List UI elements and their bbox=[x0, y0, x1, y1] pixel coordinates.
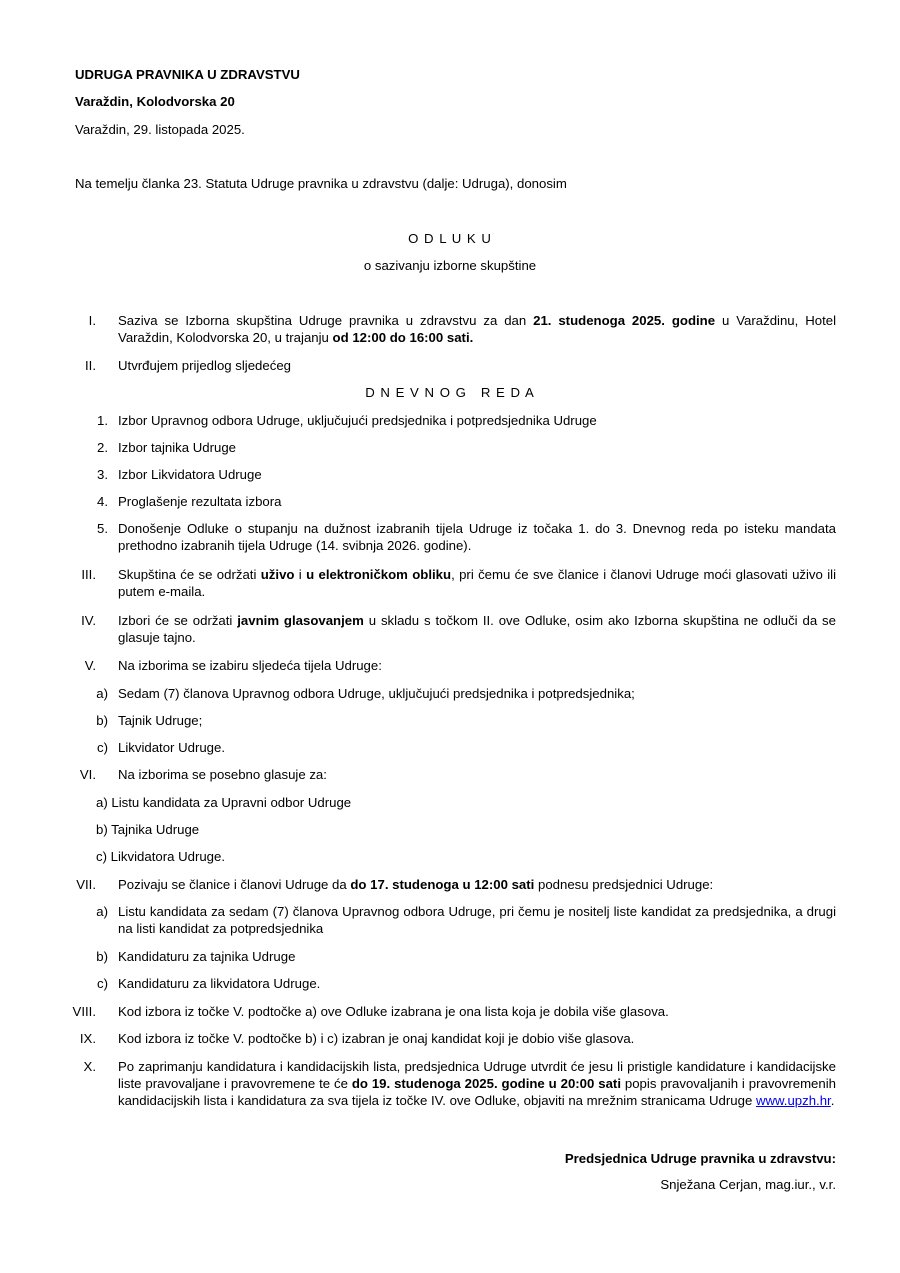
agenda-item: Izbor tajnika Udruge bbox=[118, 440, 237, 455]
subitem: Kandidaturu za tajnika Udruge bbox=[118, 949, 296, 964]
subitem: Listu kandidata za sedam (7) članova Upravnog odbora Udruge, pri čemu je nositelj liste kandidat za predsjednika, a drugi na listi kandidat za potpredsjednika bbox=[118, 904, 836, 936]
website-link[interactable]: www.upzh.hr bbox=[755, 1093, 831, 1108]
agenda-item: Donošenje Odluke o stupanju na dužnost izabranih tijela Udruge iz točaka 1. do 3. Dnevnog reda po isteku mandata prethodno izabranih tijela Udruge (14. svibnja 2026. godine). bbox=[118, 521, 836, 553]
item-VII bbox=[118, 876, 836, 893]
item-X-text: Po zaprimanju kandidatura i kandidacijskih lista, predsjednica Udruge utvrdit će jesu li pristigle kandidature i kandidacijske liste pravovaljane i pravovremene te će bbox=[118, 1059, 836, 1091]
subitem: Kandidaturu za likvidatora Udruge. bbox=[118, 976, 321, 991]
item-number-I: I. bbox=[88, 313, 96, 328]
item-IX: Kod izbora iz točke V. podtočke b) i c) izabran je onaj kandidat koji je dobio više glasova. bbox=[118, 1031, 635, 1046]
organization-address: Varaždin, Kolodvorska 20 bbox=[75, 94, 235, 109]
item-number-III: III. bbox=[81, 567, 96, 582]
item-VI: Na izborima se posebno glasuje za: bbox=[118, 767, 327, 782]
item-III-bold-electronic: u elektroničkom obliku bbox=[306, 567, 452, 582]
agenda-number: 5. bbox=[97, 521, 108, 536]
item-VII-text: Pozivaju se članice i članovi Udruge da bbox=[118, 877, 351, 892]
agenda-number: 2. bbox=[97, 440, 108, 455]
item-X-text-2: popis pravovaljanih i pravovremenih kandidacijskih lista i kandidatura za sva tijela iz točke IV. ove Odluke, objaviti na mrežnim stranicama Udruge bbox=[118, 1076, 836, 1108]
subitem: c) Likvidatora Udruge. bbox=[96, 849, 226, 864]
agenda-item: Izbor Likvidatora Udruge bbox=[118, 467, 262, 482]
subitem: a) Listu kandidata za Upravni odbor Udruge bbox=[96, 795, 352, 810]
signature-role: Predsjednica Udruge pravnika u zdravstvu: bbox=[564, 1151, 836, 1166]
item-X bbox=[118, 1058, 836, 1109]
organization-name: UDRUGA PRAVNIKA U ZDRAVSTVU bbox=[75, 67, 300, 82]
subitem: b) Tajnika Udruge bbox=[96, 822, 200, 837]
subitem-letter: a) bbox=[96, 904, 108, 919]
item-IV-bold: javnim glasovanjem bbox=[237, 613, 364, 628]
agenda-number: 3. bbox=[97, 467, 108, 482]
item-I-text: Saziva se Izborna skupština Udruge pravnika u zdravstvu za dan bbox=[118, 313, 534, 328]
item-VII-deadline: do 17. studenoga u 12:00 sati bbox=[350, 877, 535, 892]
item-IV-text: Izbori će se održati bbox=[118, 613, 238, 628]
item-X-text-3: . bbox=[830, 1093, 835, 1108]
item-number-VI: VI. bbox=[79, 767, 96, 782]
item-IV-text-2: u skladu s točkom II. ove Odluke, osim ako Izborna skupština ne odluči da se glasuje tajno. bbox=[118, 613, 836, 645]
agenda-title: D N E V N O G R E D A bbox=[365, 385, 535, 400]
subitem: Sedam (7) članova Upravnog odbora Udruge, uključujući predsjednika i potpredsjednika; bbox=[118, 686, 635, 701]
agenda-item: Proglašenje rezultata izbora bbox=[118, 494, 282, 509]
item-number-V: V. bbox=[84, 658, 96, 673]
item-IV bbox=[118, 612, 836, 646]
item-V: Na izborima se izabiru sljedeća tijela Udruge: bbox=[118, 658, 382, 673]
signature-name: Snježana Cerjan, mag.iur., v.r. bbox=[660, 1177, 836, 1192]
subitem-letter: a) bbox=[96, 686, 108, 701]
subitem-letter: b) bbox=[96, 949, 108, 964]
item-number-II: II. bbox=[85, 358, 96, 373]
item-I-text-2: u Varaždinu, Hotel Varaždin, Kolodvorska 20, u trajanju bbox=[118, 313, 836, 345]
document-date: Varaždin, 29. listopada 2025. bbox=[75, 122, 245, 137]
item-II: Utvrđujem prijedlog sljedećeg bbox=[118, 358, 291, 373]
item-III-text-3: , pri čemu će sve članice i članovi Udruge moći glasovati uživo ili putem e-maila. bbox=[118, 567, 836, 599]
item-number-VII: VII. bbox=[76, 877, 96, 892]
item-III-bold-live: uživo bbox=[260, 567, 295, 582]
agenda-number: 4. bbox=[97, 494, 108, 509]
item-X-deadline: do 19. studenoga 2025. godine u 20:00 sati bbox=[351, 1076, 621, 1091]
document-title: O D L U K U bbox=[408, 231, 492, 246]
item-III-text: Skupština će se održati bbox=[118, 567, 261, 582]
item-number-X: X. bbox=[83, 1059, 96, 1074]
subitem-letter: c) bbox=[97, 740, 108, 755]
subitem-letter: c) bbox=[97, 976, 108, 991]
item-III-text-2: i bbox=[294, 567, 307, 582]
item-number-IV: IV. bbox=[81, 613, 96, 628]
item-VII-text-2: podnesu predsjednici Udruge: bbox=[534, 877, 714, 892]
item-I bbox=[118, 312, 836, 346]
subitem: Likvidator Udruge. bbox=[118, 740, 226, 755]
subitem: Tajnik Udruge; bbox=[118, 713, 203, 728]
item-I-time: od 12:00 do 16:00 sati. bbox=[332, 330, 474, 345]
agenda-number: 1. bbox=[97, 413, 108, 428]
item-number-VIII: VIII. bbox=[72, 1004, 96, 1019]
agenda-item: Izbor Upravnog odbora Udruge, uključujući predsjednika i potpredsjednika Udruge bbox=[118, 413, 597, 428]
document-subtitle: o sazivanju izborne skupštine bbox=[363, 258, 537, 273]
item-number-IX: IX. bbox=[79, 1031, 96, 1046]
subitem-letter: b) bbox=[96, 713, 108, 728]
intro-text: Na temelju članka 23. Statuta Udruge pravnika u zdravstvu (dalje: Udruga), donosim bbox=[75, 176, 567, 191]
item-III bbox=[118, 566, 836, 600]
item-VIII: Kod izbora iz točke V. podtočke a) ove Odluke izabrana je ona lista koja je dobila više glasova. bbox=[118, 1004, 669, 1019]
item-I-date: 21. studenoga 2025. godine bbox=[533, 313, 716, 328]
